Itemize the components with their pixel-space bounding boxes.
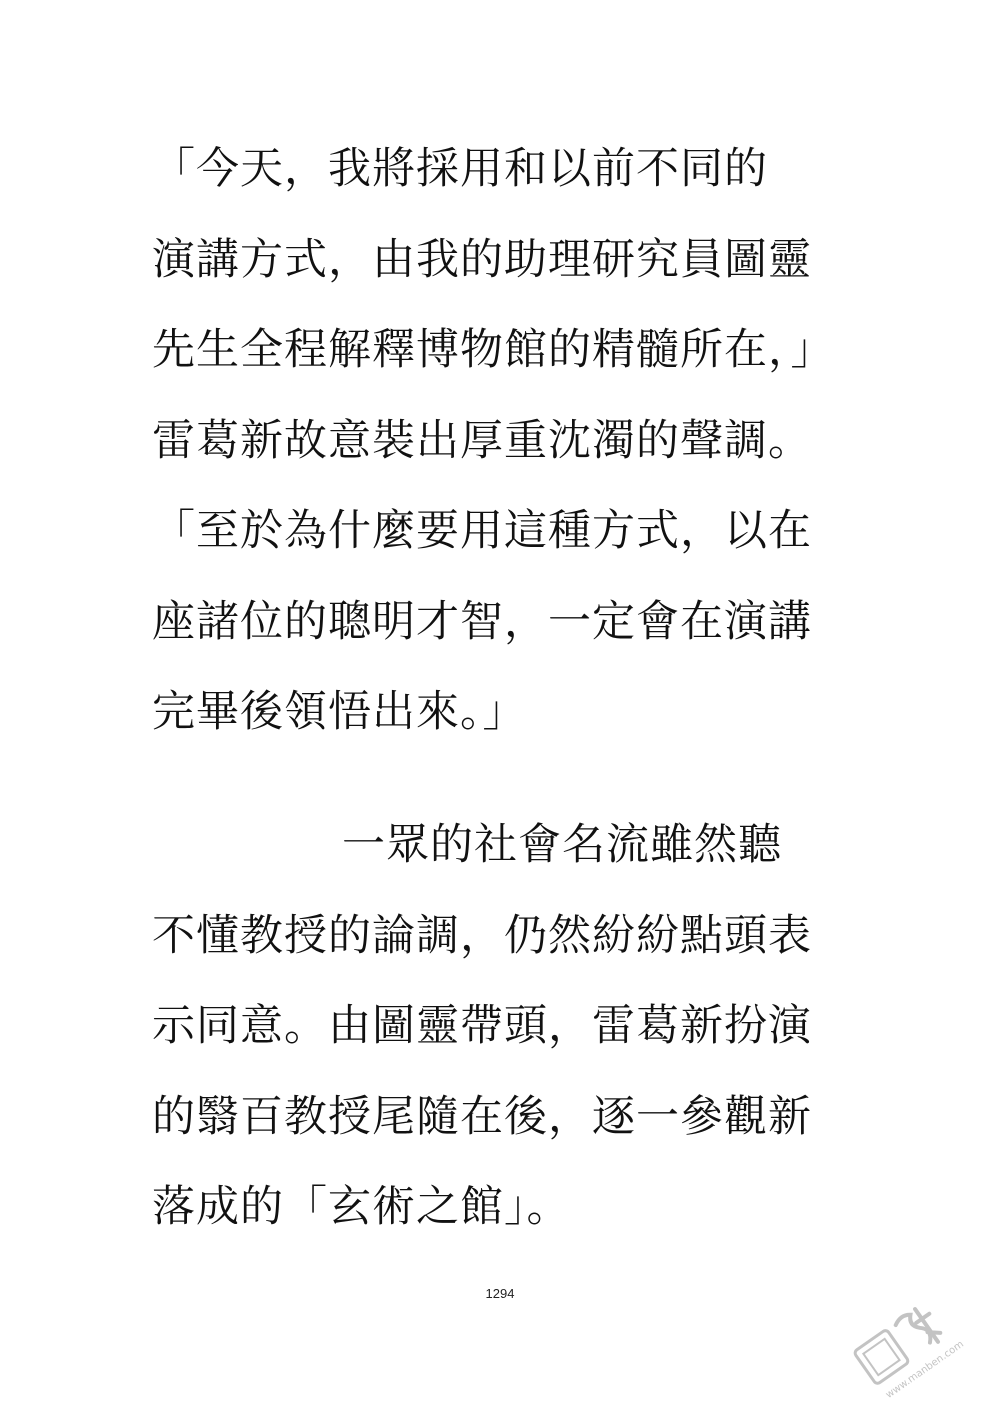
watermark-logo [838, 1276, 988, 1406]
text-line: 完畢後領悟出來。」 [152, 687, 527, 737]
paragraph-1 [152, 124, 872, 758]
text-line: 落成的「玄術之館」。 [152, 1182, 571, 1232]
text-line: 一眾的社會名流雖然聽 [342, 820, 782, 870]
text-line: 的翳百教授尾隨在後，逐一參觀新 [152, 1091, 812, 1142]
text-line: 示同意。由圖靈帶頭，雷葛新扮演 [152, 1001, 812, 1051]
text-line: 先生全程解釋博物館的精髓所在，」 [152, 325, 835, 375]
text-line: 「至於為什麼要用這種方式，以在 [152, 506, 812, 556]
text-line: 演講方式，由我的助理研究員圖靈 [152, 234, 812, 285]
paragraph-2 [152, 800, 872, 1253]
text-line: 不懂教授的論調，仍然紛紛點頭表 [152, 910, 812, 961]
text-line: 「今天，我將採用和以前不同的 [152, 144, 768, 194]
text-line: 雷葛新故意裝出厚重沈濁的聲調。 [152, 415, 812, 466]
text-line: 座諸位的聰明才智，一定會在演講 [152, 596, 812, 647]
page-number: 1294 [485, 1286, 515, 1301]
watermark-url: www.manben.com [883, 1338, 966, 1401]
